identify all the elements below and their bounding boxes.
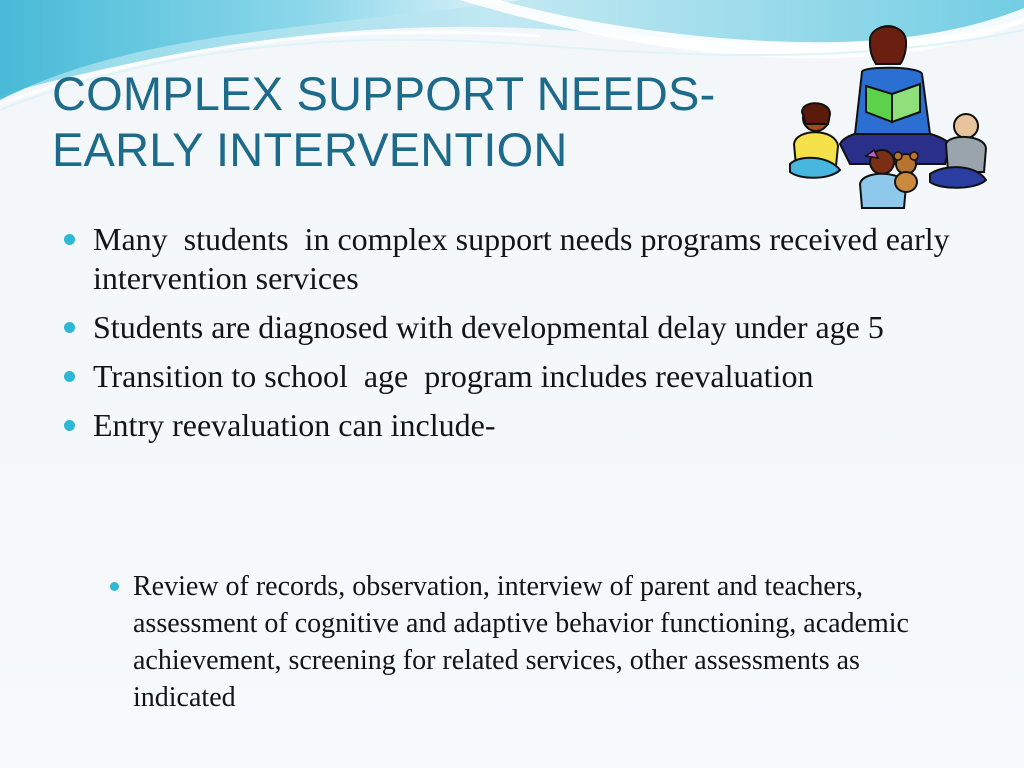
list-item: [62, 308, 962, 347]
bullet-icon: [64, 234, 75, 245]
sub-bullet-icon: [110, 582, 119, 591]
bullet-icon: [64, 371, 75, 382]
list-item: [62, 220, 962, 298]
list-item: [62, 357, 962, 396]
bullet-text: Many students in complex support needs programs received early intervention services: [93, 221, 958, 296]
bullet-text: Entry reevaluation can include-: [93, 407, 496, 443]
teacher-reading-to-children-icon: [780, 14, 992, 214]
slide-title: [52, 66, 715, 178]
sub-bullet-list: [103, 490, 962, 768]
title-line-2: EARLY INTERVENTION: [52, 123, 568, 176]
bullet-text: Students are diagnosed with developmental delay under age 5: [93, 309, 884, 345]
list-item: [62, 406, 962, 768]
bullet-list: [62, 220, 962, 768]
sub-bullet-text: Review of records, observation, interview of parent and teachers, assessment of cognitive and adaptive behavior functioning, academic achievement, screening for related services, other assessments as indicated: [133, 571, 916, 713]
title-line-1: COMPLEX SUPPORT NEEDS-: [52, 67, 716, 120]
bullet-icon: [64, 322, 75, 333]
bullet-text: Transition to school age program includes reevaluation: [93, 358, 814, 394]
sub-list-item: [103, 568, 962, 716]
bullet-icon: [64, 420, 75, 431]
